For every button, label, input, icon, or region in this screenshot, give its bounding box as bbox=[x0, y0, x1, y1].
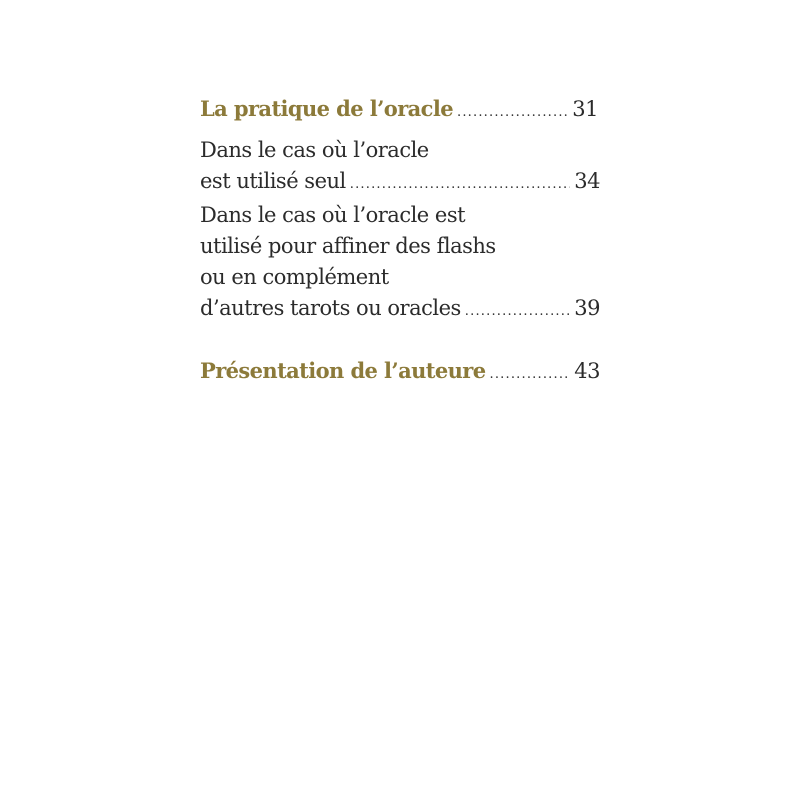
toc-entry-last-line bbox=[200, 166, 600, 200]
toc-entry-line: Dans le cas où l’oracle bbox=[200, 138, 429, 162]
toc-entry-line: utilisé pour affiner des flashs bbox=[200, 234, 496, 258]
dot-leader bbox=[457, 97, 568, 129]
table-of-contents bbox=[200, 93, 600, 391]
toc-entry-presentation-auteure[interactable] bbox=[200, 355, 600, 391]
toc-entry-line: ou en complément bbox=[200, 265, 389, 289]
toc-entry-line: est utilisé seul bbox=[200, 169, 346, 193]
toc-page-number: 31 bbox=[572, 97, 598, 121]
toc-entry-line: Dans le cas où l’oracle est bbox=[200, 203, 466, 227]
dot-leader bbox=[350, 169, 571, 200]
dot-leader bbox=[465, 296, 570, 327]
toc-page-number: 39 bbox=[574, 296, 600, 320]
toc-entry-affiner-des-flashs[interactable] bbox=[200, 200, 600, 327]
toc-entry-title: La pratique de l’oracle bbox=[200, 96, 453, 121]
toc-entry-la-pratique[interactable] bbox=[200, 93, 600, 129]
toc-entry-title: Présentation de l’auteure bbox=[200, 358, 486, 383]
dot-leader bbox=[490, 359, 571, 391]
toc-page-number: 43 bbox=[574, 359, 600, 383]
toc-page-number: 34 bbox=[574, 169, 600, 193]
toc-entry-utilise-seul[interactable] bbox=[200, 135, 600, 200]
toc-entry-last-line bbox=[200, 293, 600, 327]
toc-entry-line: d’autres tarots ou oracles bbox=[200, 296, 461, 320]
